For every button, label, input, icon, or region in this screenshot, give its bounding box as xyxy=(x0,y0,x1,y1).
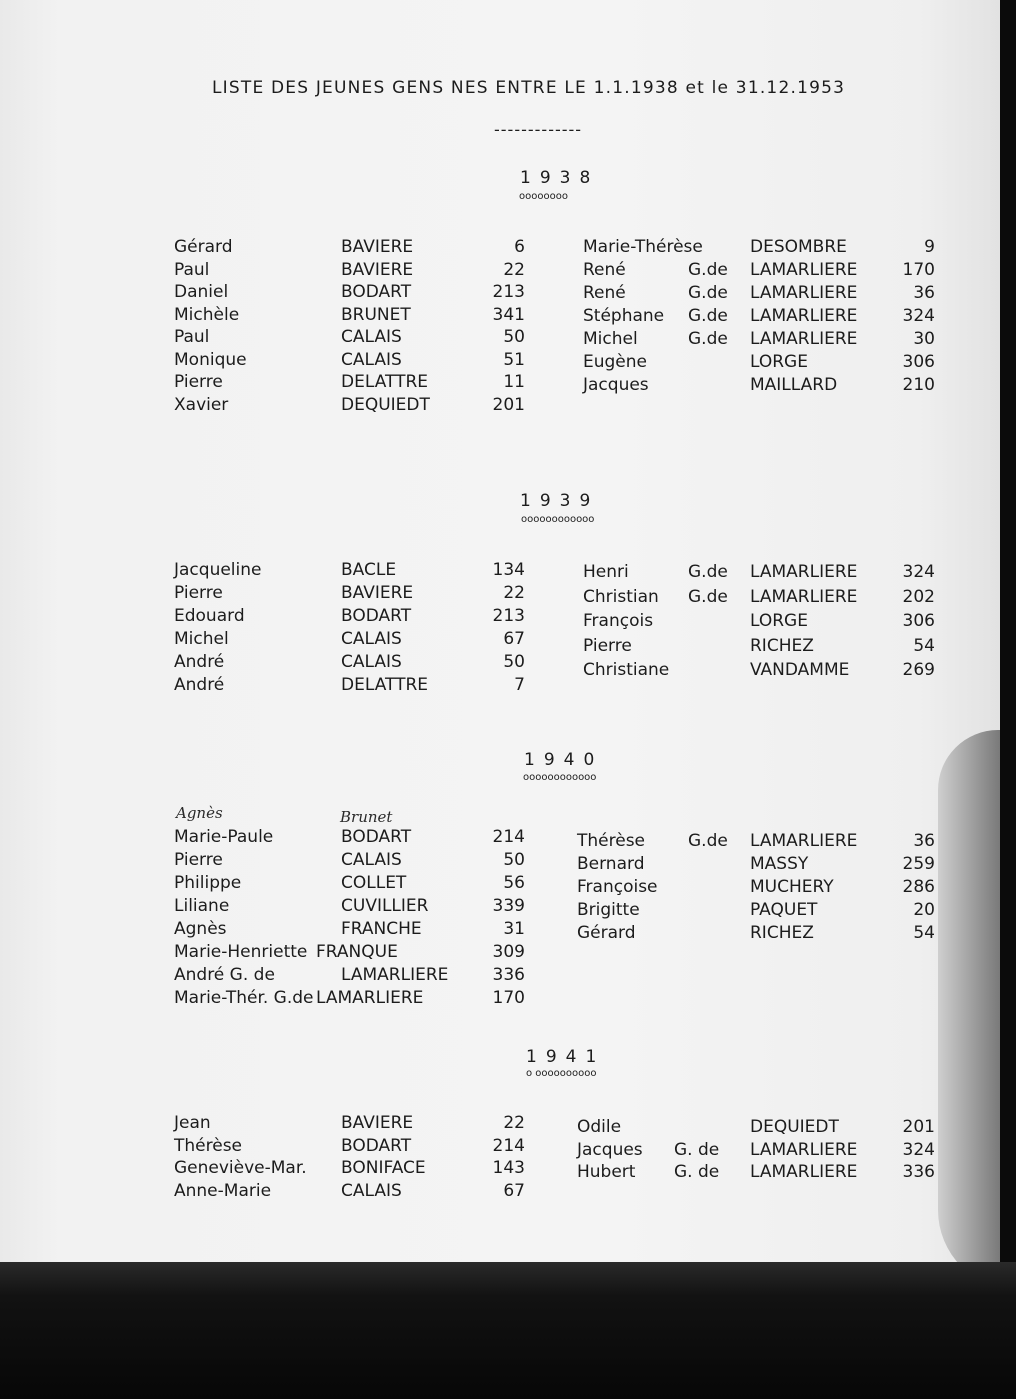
last-name: MAILLARD xyxy=(750,375,838,395)
house-number: 336 xyxy=(902,1162,935,1182)
list-row-right xyxy=(0,349,990,374)
list-row-right xyxy=(0,831,990,853)
list-row-left xyxy=(0,395,560,417)
last-name: LORGE xyxy=(750,611,808,631)
first-name: André xyxy=(174,675,225,695)
first-name: Hubert xyxy=(577,1162,636,1182)
last-name: BAVIERE xyxy=(341,237,414,257)
house-number: 336 xyxy=(492,965,525,985)
house-number: 31 xyxy=(503,919,525,939)
first-name: Brigitte xyxy=(577,900,640,920)
list-row-right xyxy=(0,283,990,305)
last-name: DELATTRE xyxy=(341,372,429,392)
last-name: LAMARLIERE xyxy=(750,562,858,582)
house-number: 214 xyxy=(492,1135,525,1156)
last-name: BODART xyxy=(341,827,412,847)
last-name: CALAIS xyxy=(341,327,402,347)
house-number: 324 xyxy=(902,1139,935,1160)
year-heading: 1939 xyxy=(520,491,600,511)
first-name: Marie-Paule xyxy=(174,827,274,847)
house-number: 9 xyxy=(924,237,935,257)
house-number: 213 xyxy=(492,282,525,302)
first-name: Daniel xyxy=(174,282,229,302)
last-name: LAMARLIERE xyxy=(750,1139,858,1160)
house-number: 50 xyxy=(503,850,525,870)
list-row-right xyxy=(0,854,990,876)
house-number: 170 xyxy=(902,260,935,280)
house-number: 306 xyxy=(902,611,935,631)
first-name: Henri xyxy=(583,562,629,582)
list-row-right xyxy=(0,306,990,328)
first-name: Pierre xyxy=(174,850,223,870)
house-number: 202 xyxy=(902,586,935,607)
house-number: 51 xyxy=(503,349,525,370)
last-name: LAMARLIERE xyxy=(750,283,858,303)
scan-edge-shadow xyxy=(1000,0,1016,1399)
particle: G.de xyxy=(688,283,728,303)
last-name: FRANQUE xyxy=(316,942,398,962)
first-name: Marie-Thérèse xyxy=(583,237,703,257)
last-name: COLLET xyxy=(341,873,407,893)
year-underline-dots: oooooooooooo xyxy=(523,772,597,783)
first-name: Jacques xyxy=(577,1139,643,1160)
last-name: BRUNET xyxy=(341,304,411,325)
title-separator: ------------- xyxy=(494,120,583,139)
first-name: Pierre xyxy=(174,372,223,392)
first-name: Liliane xyxy=(174,896,230,916)
last-name: BACLE xyxy=(341,560,397,580)
house-number: 22 xyxy=(503,1113,525,1133)
first-name: Anne-Marie xyxy=(174,1180,272,1201)
list-row-right xyxy=(0,329,990,351)
first-name: Edouard xyxy=(174,606,245,626)
house-number: 339 xyxy=(492,896,525,916)
first-name: Geneviève-Mar. xyxy=(174,1158,307,1178)
first-name: Monique xyxy=(174,349,247,370)
first-name: Gérard xyxy=(174,237,233,257)
house-number: 286 xyxy=(902,877,935,897)
house-number: 11 xyxy=(503,372,525,392)
last-name: BAVIERE xyxy=(341,1113,414,1133)
particle: G.de xyxy=(688,260,728,280)
house-number: 36 xyxy=(913,283,935,303)
house-number: 143 xyxy=(492,1158,525,1178)
first-name: Thérèse xyxy=(174,1135,243,1156)
first-name: Agnès xyxy=(174,919,227,939)
last-name: BODART xyxy=(341,282,412,302)
first-name: Stéphane xyxy=(583,306,665,326)
list-row-right xyxy=(0,900,990,922)
last-name: DEQUIEDT xyxy=(750,1117,839,1137)
particle: G.de xyxy=(688,831,728,851)
last-name: LAMARLIERE xyxy=(750,306,858,326)
house-number: 67 xyxy=(503,1180,525,1201)
first-name: Thérèse xyxy=(577,831,646,851)
handwritten-last-name: Brunet xyxy=(340,808,393,826)
first-name: Paul xyxy=(174,327,210,347)
house-number: 50 xyxy=(503,652,525,672)
scan-bottom-shadow xyxy=(0,1262,1016,1399)
list-row-left xyxy=(0,965,560,987)
house-number: 54 xyxy=(913,635,935,656)
first-name: Françoise xyxy=(577,877,658,897)
house-number: 201 xyxy=(902,1117,935,1137)
last-name: RICHEZ xyxy=(750,635,814,656)
last-name: FRANCHE xyxy=(341,919,422,939)
first-name: René xyxy=(583,283,626,303)
house-number: 22 xyxy=(503,259,525,280)
house-number: 309 xyxy=(492,942,525,962)
first-name: René xyxy=(583,260,626,280)
first-name: Michel xyxy=(583,329,638,349)
first-name: Christiane xyxy=(583,660,670,680)
house-number: 306 xyxy=(902,352,935,372)
list-row-right xyxy=(0,636,990,658)
particle: G.de xyxy=(688,306,728,326)
list-row-right xyxy=(0,562,990,584)
year-heading: 1941 xyxy=(526,1047,606,1067)
house-number: 259 xyxy=(902,854,935,874)
house-number: 214 xyxy=(492,827,525,847)
year-heading: 1940 xyxy=(524,750,604,770)
house-number: 341 xyxy=(492,304,525,325)
list-row-right xyxy=(0,923,990,945)
first-name: Pierre xyxy=(583,635,632,656)
last-name: VANDAMME xyxy=(750,660,850,680)
last-name: MUCHERY xyxy=(750,877,834,897)
last-name: RICHEZ xyxy=(750,923,814,943)
house-number: 269 xyxy=(902,660,935,680)
particle: G. de xyxy=(674,1139,720,1160)
house-number: 67 xyxy=(503,629,525,649)
first-name: André xyxy=(174,652,225,672)
last-name: DEQUIEDT xyxy=(341,394,430,415)
handwritten-first-name: Agnès xyxy=(176,804,223,822)
last-name: LAMARLIERE xyxy=(750,586,858,607)
last-name: PAQUET xyxy=(750,900,818,920)
list-row-left xyxy=(0,942,560,964)
last-name: BAVIERE xyxy=(341,259,414,280)
particle: G.de xyxy=(688,329,728,349)
first-name: Odile xyxy=(577,1117,622,1137)
first-name: Xavier xyxy=(174,394,229,415)
first-name: Jean xyxy=(174,1113,211,1133)
first-name: Marie-Thér. G.de xyxy=(174,988,314,1008)
house-number: 324 xyxy=(902,562,935,582)
first-name: André G. de xyxy=(174,965,275,985)
last-name: DESOMBRE xyxy=(750,237,847,257)
first-name: Christian xyxy=(583,586,659,607)
house-number: 50 xyxy=(503,327,525,347)
first-name: François xyxy=(583,611,654,631)
last-name: CALAIS xyxy=(341,850,402,870)
list-row-right xyxy=(0,587,990,609)
house-number: 134 xyxy=(492,560,525,580)
last-name: LAMARLIERE xyxy=(316,988,424,1008)
last-name: LAMARLIERE xyxy=(341,965,449,985)
house-number: 210 xyxy=(902,375,935,395)
last-name: CALAIS xyxy=(341,629,402,649)
year-underline-dots: oooooooooooo xyxy=(521,514,595,525)
first-name: Bernard xyxy=(577,854,645,874)
last-name: BAVIERE xyxy=(341,583,414,603)
house-number: 201 xyxy=(492,394,525,415)
first-name: Michèle xyxy=(174,304,240,325)
first-name: Pierre xyxy=(174,583,223,603)
particle: G.de xyxy=(688,562,728,582)
particle: G.de xyxy=(688,586,728,607)
last-name: LAMARLIERE xyxy=(750,831,858,851)
year-underline-dots: oooooooo xyxy=(519,191,568,202)
last-name: DELATTRE xyxy=(341,675,429,695)
last-name: BONIFACE xyxy=(341,1158,426,1178)
last-name: MASSY xyxy=(750,854,809,874)
first-name: Eugène xyxy=(583,352,647,372)
house-number: 213 xyxy=(492,606,525,626)
last-name: LAMARLIERE xyxy=(750,329,858,349)
list-row-left xyxy=(0,988,560,1010)
first-name: Jacqueline xyxy=(174,560,262,580)
first-name: Jacques xyxy=(583,375,649,395)
last-name: BODART xyxy=(341,1135,412,1156)
first-name: Philippe xyxy=(174,873,242,893)
house-number: 7 xyxy=(514,675,525,695)
last-name: CUVILLIER xyxy=(341,896,429,916)
list-row-right xyxy=(0,1140,990,1162)
list-row-right xyxy=(0,1117,990,1139)
house-number: 56 xyxy=(503,873,525,893)
list-row-right xyxy=(0,260,990,282)
list-row-right xyxy=(0,375,990,397)
page-title: LISTE DES JEUNES GENS NES ENTRE LE 1.1.1938 et le 31.12.1953 xyxy=(212,78,846,98)
list-row-right xyxy=(0,660,990,682)
last-name: CALAIS xyxy=(341,1180,402,1201)
list-row-right xyxy=(0,1162,990,1184)
last-name: LAMARLIERE xyxy=(750,260,858,280)
first-name: Paul xyxy=(174,259,210,280)
first-name: Marie-Henriette xyxy=(174,942,308,962)
list-row-right xyxy=(0,611,990,633)
house-number: 54 xyxy=(913,923,935,943)
last-name: CALAIS xyxy=(341,652,402,672)
house-number: 6 xyxy=(514,237,525,257)
last-name: LORGE xyxy=(750,352,808,372)
house-number: 36 xyxy=(913,831,935,851)
house-number: 20 xyxy=(913,900,935,920)
first-name: Michel xyxy=(174,629,229,649)
last-name: BODART xyxy=(341,606,412,626)
first-name: Gérard xyxy=(577,923,636,943)
year-heading: 1938 xyxy=(520,168,600,188)
last-name: LAMARLIERE xyxy=(750,1162,858,1182)
list-row-right xyxy=(0,877,990,899)
house-number: 22 xyxy=(503,583,525,603)
last-name: CALAIS xyxy=(341,349,402,370)
particle: G. de xyxy=(674,1162,720,1182)
list-row-right xyxy=(0,237,990,259)
house-number: 324 xyxy=(902,306,935,326)
house-number: 170 xyxy=(492,988,525,1008)
year-underline-dots: o oooooooooo xyxy=(526,1068,597,1079)
house-number: 30 xyxy=(913,329,935,349)
